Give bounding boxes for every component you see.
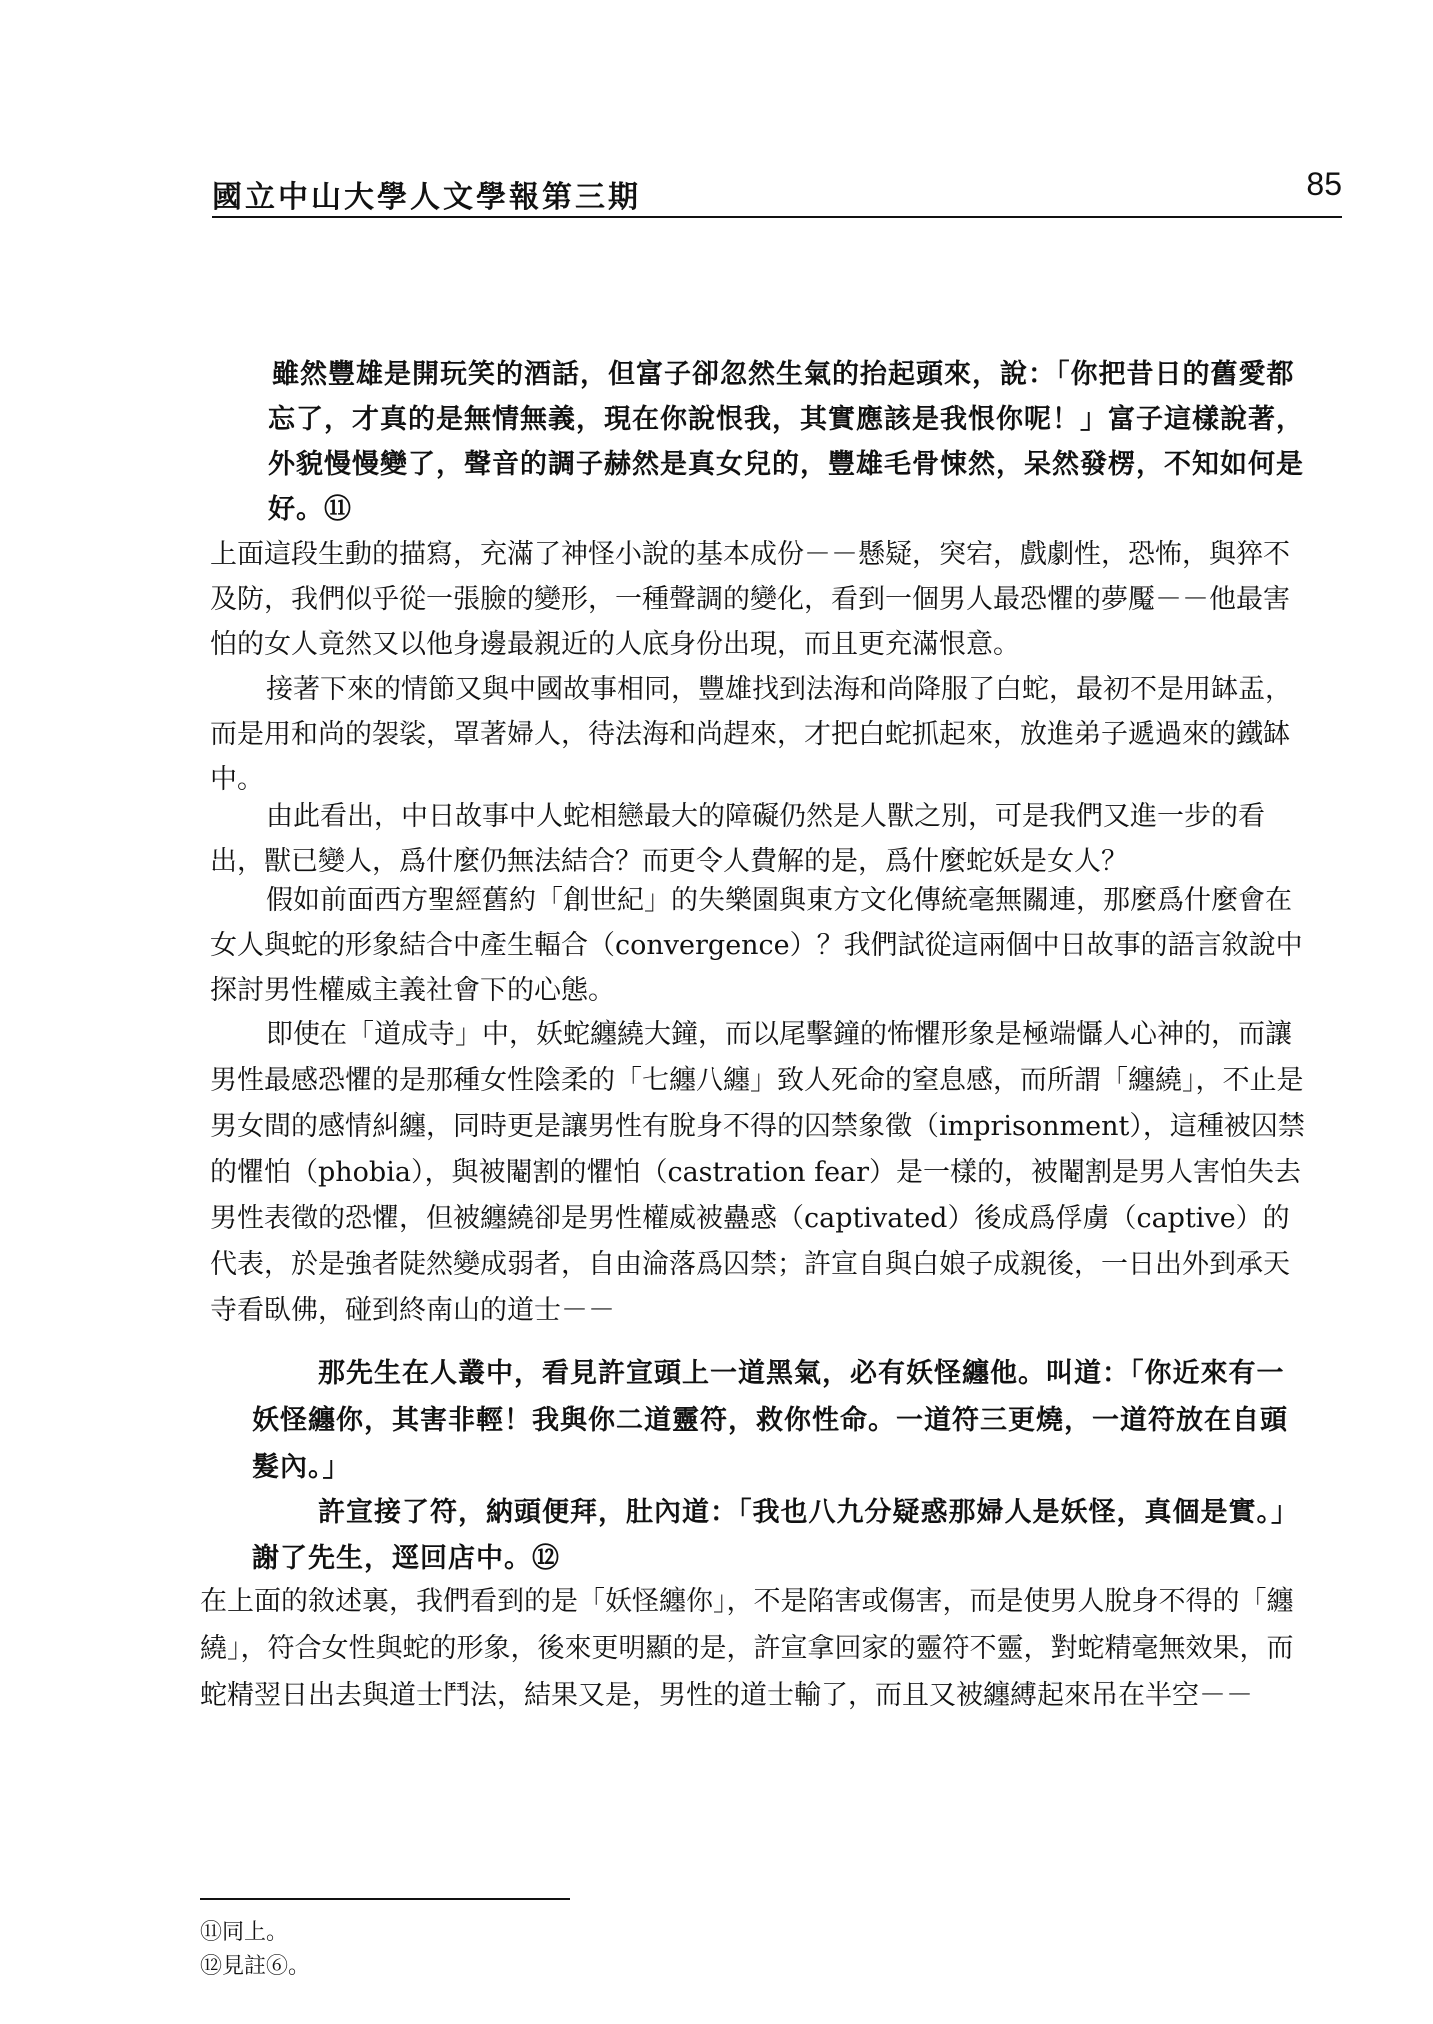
footnote-12: ⑫見註⑥。 [200, 1954, 311, 1979]
body-paragraph-3: 由此看出，中日故事中人蛇相戀最大的障礙仍然是人獸之別，可是我們又進一步的看出，獸已變人，爲什麼仍無法結合？而更令人費解的是，爲什麼蛇妖是女人？ [210, 801, 1265, 877]
body-paragraph-1: 上面這段生動的描寫，充滿了神怪小說的基本成份－－懸疑，突宕，戲劇性，恐怖，與猝不及防，我們似乎從一張臉的變形，一種聲調的變化，看到一個男人最恐懼的夢魘－－他最害怕的女人竟然又以他身邊最親近的人底身份出現，而且更充滿恨意。 [210, 539, 1290, 660]
running-header [212, 166, 1342, 220]
body-paragraph-6: 在上面的敘述裏，我們看到的是「妖怪纏你」，不是陷害或傷害，而是使男人脫身不得的「纏繞」，符合女性與蛇的形象，後來更明顯的是，許宣拿回家的靈符不靈，對蛇精毫無效果，而蛇精翌日出去與道士鬥法，結果又是，男性的道士輸了，而且又被纏縛起來吊在半空－－ [200, 1586, 1294, 1711]
page-number: 85 [1306, 166, 1342, 202]
header-rule [212, 216, 1342, 218]
body-paragraph-2: 接著下來的情節又與中國故事相同，豐雄找到法海和尚降服了白蛇，最初不是用缽盂，而是用和尚的袈裟，罩著婦人，待法海和尚趕來，才把白蛇抓起來，放進弟子遞過來的鐵缽中。 [210, 674, 1292, 795]
body-paragraph-5: 即使在「道成寺」中，妖蛇纏繞大鐘，而以尾擊鐘的怖懼形象是極端懾人心神的，而讓男性最感恐懼的是那種女性陰柔的「七纏八纏」致人死命的窒息感，而所謂「纏繞」，不止是男女間的感情糾纏，同時更是讓男性有脫身不得的囚禁象徵（imprisonment），這種被囚禁的懼怕（phobia），與被閹割的懼怕（castration fear）是一樣的，被閹割是男人害怕失去男性表徵的恐懼，但被纏繞卻是男性權威被蠱惑（captivated）後成爲俘虜（captive）的代表，於是強者陡然變成弱者，自由淪落爲囚禁；許宣自與白娘子成親後，一日出外到承天寺看臥佛，碰到終南山的道士－－ [210, 1019, 1305, 1326]
body-paragraph-4: 假如前面西方聖經舊約「創世紀」的失樂園與東方文化傳統毫無關連，那麼爲什麼會在女人與蛇的形象結合中產生輻合（convergence）？我們試從這兩個中日故事的語言敘說中探討男性權威主義社會下的心態。 [210, 885, 1303, 1006]
block-quote-2: 那先生在人叢中，看見許宣頭上一道黑氣，必有妖怪纏他。叫道：「你近來有一妖怪纏你，其害非輕！我與你二道靈符，救你性命。一道符三更燒，一道符放在自頭髮內。」 [252, 1358, 1288, 1483]
block-quote-3: 許宣接了符，納頭便拜，肚內道：「我也八九分疑惑那婦人是妖怪，真個是實。」謝了先生，逕回店中。⑫ [252, 1497, 1299, 1574]
block-quote-1: 雖然豐雄是開玩笑的酒話，但富子卻忽然生氣的抬起頭來，說：「你把昔日的舊愛都忘了，才真的是無情無義，現在你說恨我，其實應該是我恨你呢！」富子這樣說著，外貌慢慢變了，聲音的調子赫然是真女兒的，豐雄毛骨悚然，呆然發楞，不知如何是好。⑪ [268, 359, 1304, 525]
footnote-11: ⑪同上。 [200, 1920, 289, 1945]
journal-title: 國立中山大學人文學報第三期 [212, 180, 641, 215]
footnote-rule [200, 1898, 570, 1900]
